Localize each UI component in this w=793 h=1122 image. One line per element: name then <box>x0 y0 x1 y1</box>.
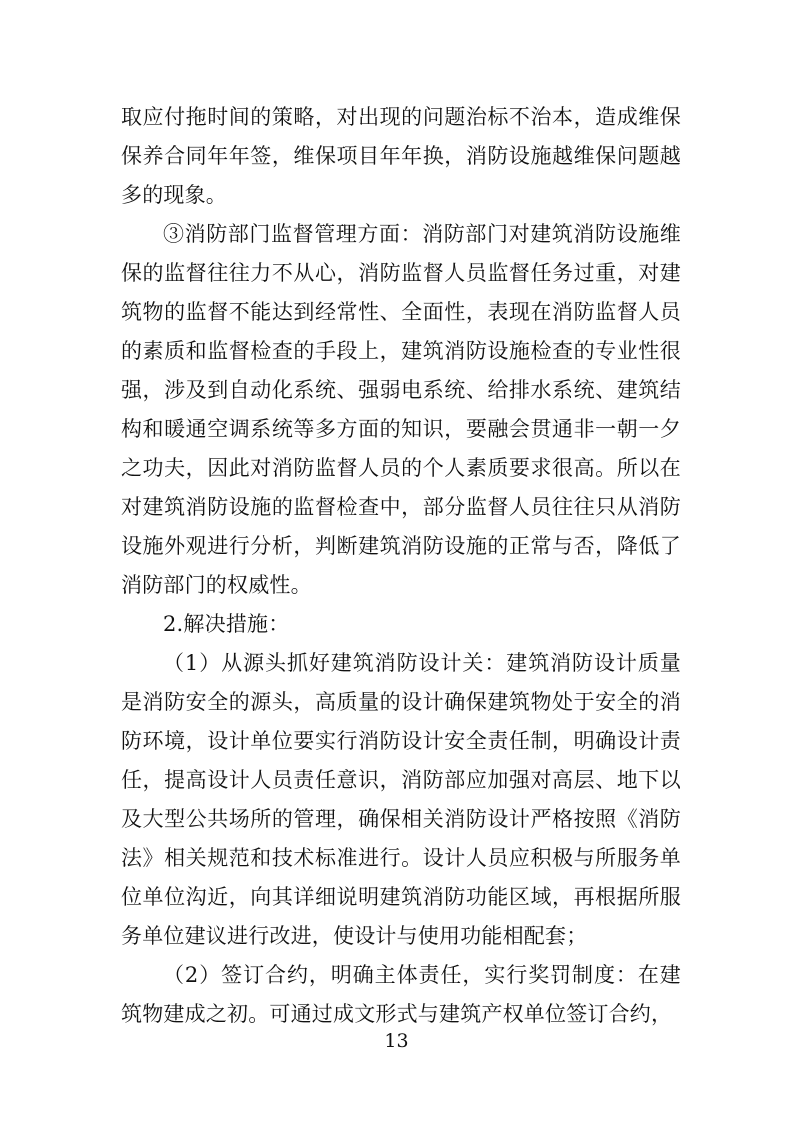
page-number: 13 <box>384 1030 409 1052</box>
paragraph-design-control: （1）从源头抓好建筑消防设计关：建筑消防设计质量是消防安全的源头，高质量的设计确保建筑物处于安全的消防环境，设计单位要实行消防设计安全责任制，明确设计责任，提高设计人员责任意识，消防部应加强对高层、地下以及大型公共场所的管理，确保相关消防设计严格按照《消防法》相关规范和技术标准进行。设计人员应积极与所服务单位单位沟近，向其详细说明建筑消防功能区域，再根据所服务单位建议进行改进，使设计与使用功能相配套； <box>121 651 681 948</box>
paragraph-continuation: 取应付拖时间的策略，对出现的问题治标不治本，造成维保保养合同年年签，维保项目年年换，消防设施越维保问题越多的现象。 <box>121 105 681 207</box>
body-text <box>121 98 681 1034</box>
paragraph-fire-department-supervision: ③消防部门监督管理方面：消防部门对建筑消防设施维保的监督往往力不从心，消防监督人员监督任务过重，对建筑物的监督不能达到经常性、全面性，表现在消防监督人员的素质和监督检查的手段上，建筑消防设施检查的专业性很强，涉及到自动化系统、强弱电系统、给排水系统、建筑结构和暖通空调系统等多方面的知识，要融会贯通非一朝一夕之功夫，因此对消防监督人员的个人素质要求很高。所以在对建筑消防设施的监督检查中，部分监督人员往往只从消防设施外观进行分析，判断建筑消防设施的正常与否，降低了消防部门的权威性。 <box>121 222 681 597</box>
section-heading-solutions: 2.解决措施： <box>163 612 290 636</box>
paragraph-sign-contract: （2）签订合约，明确主体责任，实行奖罚制度：在建筑物建成之初。可通过成文形式与建筑产权单位签订合约， <box>121 963 681 1026</box>
